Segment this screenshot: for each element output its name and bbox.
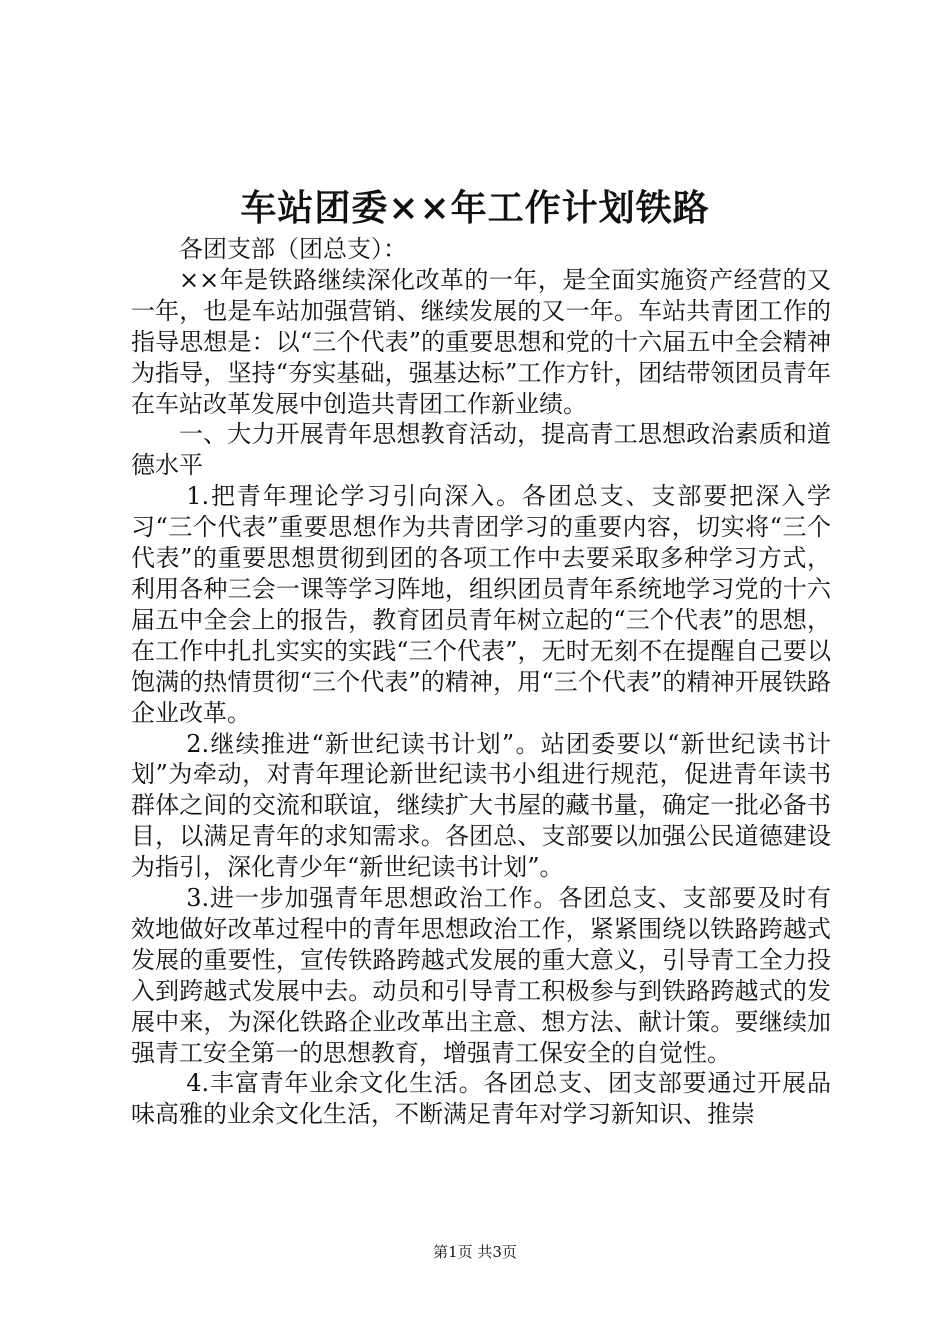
- salutation: 各团支部（团总支）：: [179, 235, 407, 263]
- section-heading: 一、大力开展青年思想教育活动，提高青工思想政治素质和道德水平: [131, 420, 831, 480]
- item-paragraph: 1.把青年理论学习引向深入。各团总支、支部要把深入学习“三个代表”重要思想作为共青团学习的重要内容，切实将“三个代表”的重要思想贯彻到团的各项工作中去要采取多种学习方式，利用各种三会一课等学习阵地，组织团员青年系统地学习党的十六届五中全会上的报告，教育团员青年树立起的“三个代表”的思想，在工作中扎扎实实的实践“三个代表”，无时无刻不在提醒自己要以饱满的热情贯彻“三个代表”的精神，用“三个代表”的精神开展铁路企业改革。: [131, 482, 831, 727]
- document-title: 车站团委××年工作计划铁路: [240, 187, 710, 229]
- intro-paragraph: ××年是铁路继续深化改革的一年，是全面实施资产经营的又一年，也是车站加强营销、继续发展的又一年。车站共青团工作的指导思想是：以“三个代表”的重要思想和党的十六届五中全会精神为指导，坚持“夯实基础，强基达标”工作方针，团结带领团员青年在车站改革发展中创造共青团工作新业绩。: [131, 265, 831, 418]
- item-paragraph: 4.丰富青年业余文化生活。各团总支、团支部要通过开展品味高雅的业余文化生活，不断满足青年对学习新知识、推崇: [131, 1069, 831, 1129]
- item-paragraph: 3.进一步加强青年思想政治工作。各团总支、支部要及时有效地做好改革过程中的青年思想政治工作，紧紧围绕以铁路跨越式发展的重要性，宣传铁路跨越式发展的重大意义，引导青工全力投入到跨越式发展中去。动员和引导青工积极参与到铁路跨越式的发展中来，为深化铁路企业改革出主意、想方法、献计策。要继续加强青工安全第一的思想教育，增强青工保安全的自觉性。: [131, 884, 831, 1067]
- page-footer: 第1页 共3页: [433, 1243, 517, 1261]
- item-paragraph: 2.继续推进“新世纪读书计划”。站团委要以“新世纪读书计划”为牵动，对青年理论新世纪读书小组进行规范，促进青年读书群体之间的交流和联谊，继续扩大书屋的藏书量，确定一批必备书目，以满足青年的求知需求。各团总、支部要以加强公民道德建设为指引，深化青少年“新世纪读书计划”。: [131, 729, 831, 882]
- document-body: [131, 234, 831, 1130]
